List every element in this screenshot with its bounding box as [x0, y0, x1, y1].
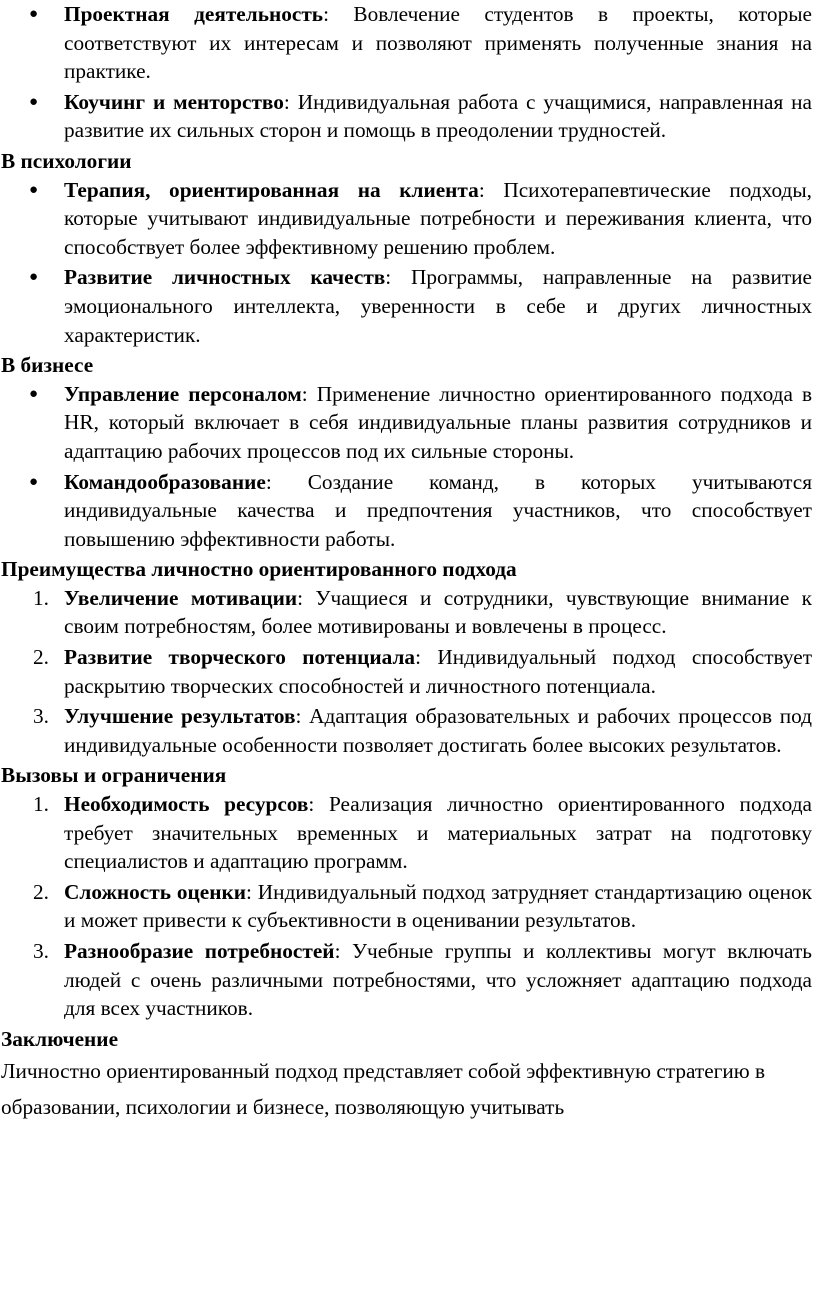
list-item: [0, 878, 816, 935]
bullet-list-business: [0, 380, 816, 554]
heading-conclusion: Заключение: [1, 1026, 119, 1051]
list-item: [0, 263, 816, 349]
list-item: [0, 176, 816, 262]
item-text: : Индивидуальная работа с учащимися, направленная на развитие их сильных сторон и помощь в преодолении трудностей.: [64, 89, 812, 143]
item-term: Командообразование: [64, 469, 266, 494]
bullet-icon: ●: [29, 473, 39, 490]
item-text: : Учебные группы и коллективы могут включать людей с очень различными потребностями, что усложняет адаптацию подхода для всех участников.: [64, 939, 812, 1021]
bullet-icon: ●: [29, 385, 39, 402]
heading-business: В бизнесе: [1, 353, 94, 378]
heading-advantages: Преимущества личностно ориентированного подхода: [1, 557, 517, 582]
item-number: 3.: [33, 939, 49, 963]
item-term: Развитие творческого потенциала: [64, 645, 416, 670]
item-text: : Создание команд, в которых учитываются индивидуальные качества и предпочтения участников, что способствует повышению эффективности работы.: [64, 469, 812, 551]
bullet-icon: ●: [29, 93, 39, 110]
bullet-icon: ●: [29, 269, 39, 286]
list-item: [0, 643, 816, 700]
item-term: Необходимость ресурсов: [64, 792, 309, 817]
list-item: [0, 702, 816, 759]
item-number: 1.: [33, 792, 49, 817]
item-text: : Психотерапевтические подходы, которые учитывают индивидуальные потребности и переживания клиента, что способствует более эффективному решению проблем.: [64, 177, 812, 259]
item-number: 2.: [33, 879, 49, 904]
item-text: : Программы, направленные на развитие эмоционального интеллекта, уверенности в себе и других личностных характеристик.: [64, 265, 813, 347]
conclusion-paragraph: Личностно ориентированный подход представляет собой эффективную стратегию в образовании, психологии и бизнесе, позволяющую учитывать: [1, 1059, 766, 1120]
item-number: 2.: [33, 645, 49, 670]
item-term: Терапия, ориентированная на клиента: [64, 177, 479, 202]
item-term: Улучшение результатов: [64, 704, 296, 729]
bullet-list-education: [0, 0, 816, 145]
list-item: [0, 584, 816, 641]
item-term: Сложность оценки: [64, 879, 247, 904]
list-item: [0, 937, 816, 1023]
item-term: Развитие личностных качеств: [64, 265, 386, 290]
item-text: : Учащиеся и сотрудники, чувствующие внимание к своим потребностям, более мотивированы и вовлечены в процесс.: [64, 585, 813, 639]
item-text: : Реализация личностно ориентированного подхода требует значительных временных и материальных затрат на подготовку специалистов и адаптацию программ.: [64, 792, 812, 874]
list-item: [0, 380, 816, 466]
list-item: [0, 790, 816, 876]
item-text: : Индивидуальный подход способствует раскрытию творческих способностей и личностного потенциала.: [64, 645, 813, 698]
list-item: [0, 0, 816, 86]
numbered-list-advantages: [0, 584, 816, 760]
item-term: Разнообразие потребностей: [64, 939, 335, 963]
bullet-icon: ●: [29, 181, 39, 198]
item-text: : Индивидуальный подход затрудняет стандартизацию оценок и может привести к субъективности в оценивании результатов.: [64, 879, 812, 933]
item-number: 3.: [33, 704, 49, 729]
item-term: Коучинг и менторство: [64, 89, 284, 114]
item-term: Проектная деятельность: [64, 2, 324, 26]
item-term: Увеличение мотивации: [64, 585, 298, 610]
numbered-list-challenges: [0, 790, 816, 1023]
list-item: [0, 88, 816, 145]
bullet-list-psychology: [0, 176, 816, 350]
bullet-icon: ●: [29, 6, 39, 22]
item-term: Управление персоналом: [64, 381, 302, 406]
list-item: [0, 468, 816, 554]
item-text: : Адаптация образовательных и рабочих процессов под индивидуальные особенности позволяет достигать более высоких результатов.: [64, 704, 812, 757]
item-text: : Применение личностно ориентированного подхода в HR, который включает в себя индивидуальные планы развития сотрудников и адаптацию рабочих процессов под их сильные стороны.: [64, 381, 812, 463]
heading-psychology: В психологии: [1, 148, 132, 173]
item-number: 1.: [33, 585, 49, 610]
heading-challenges: Вызовы и ограничения: [1, 763, 227, 788]
item-text: : Вовлечение студентов в проекты, которые соответствуют их интересам и позволяют применять полученные знания на практике.: [64, 2, 812, 84]
